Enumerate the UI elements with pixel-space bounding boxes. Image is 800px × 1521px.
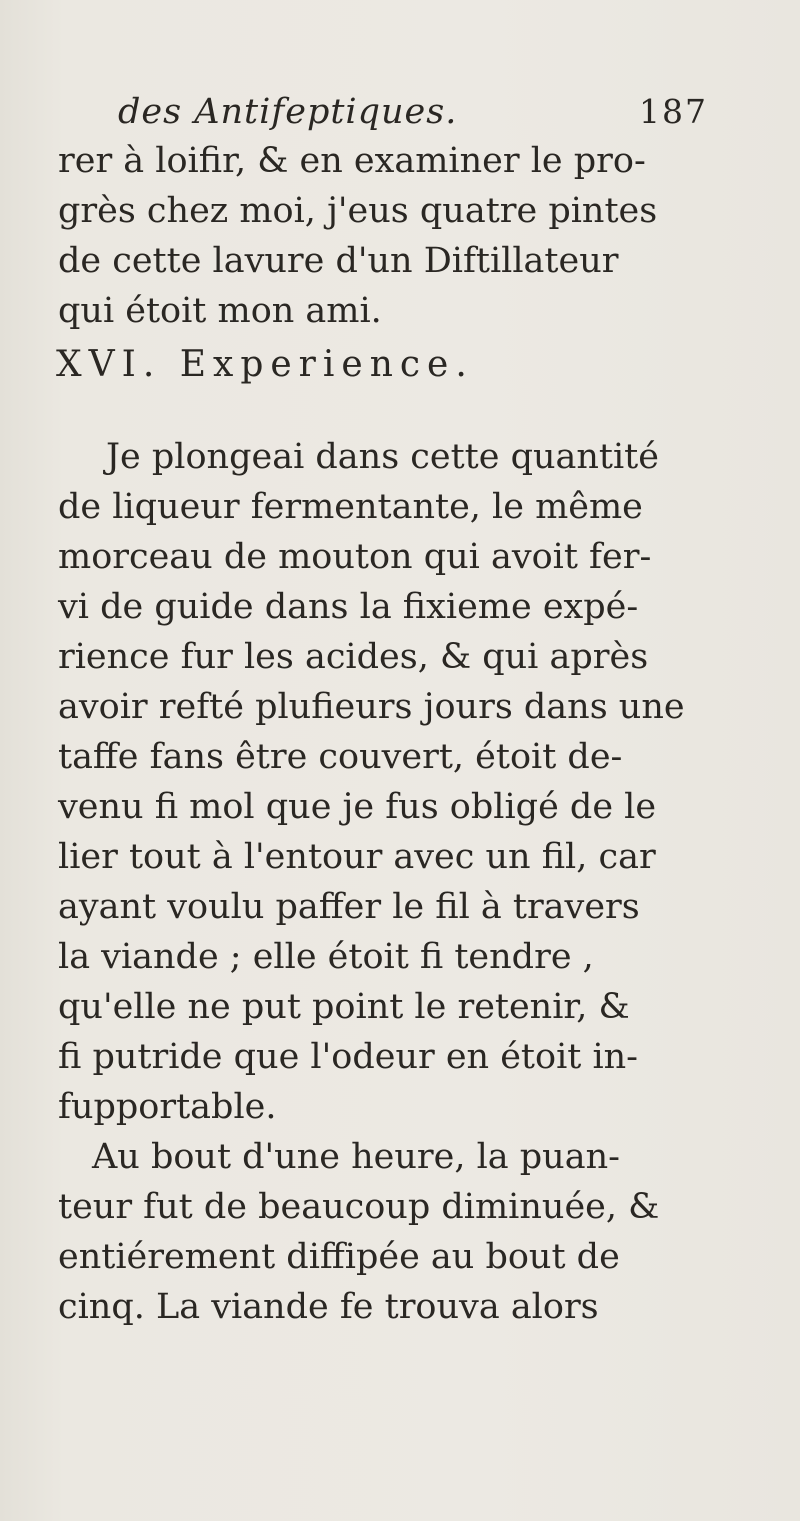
text-line: fi putride que l'odeur en étoit in- (58, 1037, 639, 1077)
text-line: avoir refté plufieurs jours dans une (58, 687, 685, 727)
page-number: 187 (639, 92, 708, 131)
text-line: grès chez moi, j'eus quatre pintes (58, 191, 658, 231)
text-line: de cette lavure d'un Diftillateur (58, 241, 619, 281)
text-line: venu fi mol que je fus obligé de le (58, 787, 657, 827)
text-line: cinq. La viande fe trouva alors (58, 1287, 599, 1327)
text-line: Je plongeai dans cette quantité (106, 437, 659, 477)
text-line: ayant voulu paffer le fil à travers (58, 887, 640, 927)
text-line: fupportable. (58, 1087, 277, 1127)
text-line: lier tout à l'entour avec un fil, car (58, 837, 656, 877)
text-line: qu'elle ne put point le retenir, & (58, 987, 630, 1027)
text-line: rer à loifir, & en examiner le pro- (58, 141, 646, 181)
section-heading: XVI. Experience. (56, 344, 474, 385)
text-line: vi de guide dans la fixieme expé- (58, 587, 639, 627)
text-line: taffe fans être couvert, étoit de- (58, 737, 623, 777)
page-header (118, 92, 708, 132)
text-line: rience fur les acides, & qui après (58, 637, 649, 677)
text-line: entiérement diffipée au bout de (58, 1237, 620, 1277)
text-line: Au bout d'une heure, la puan- (92, 1137, 620, 1177)
text-line: qui étoit mon ami. (58, 291, 382, 331)
text-line: la viande ; elle étoit fi tendre , (58, 937, 594, 977)
text-line: teur fut de beaucoup diminuée, & (58, 1187, 660, 1227)
text-line: morceau de mouton qui avoit fer- (58, 537, 652, 577)
running-title: des Antifeptiques. (118, 92, 458, 132)
text-line: de liqueur fermentante, le même (58, 487, 643, 527)
